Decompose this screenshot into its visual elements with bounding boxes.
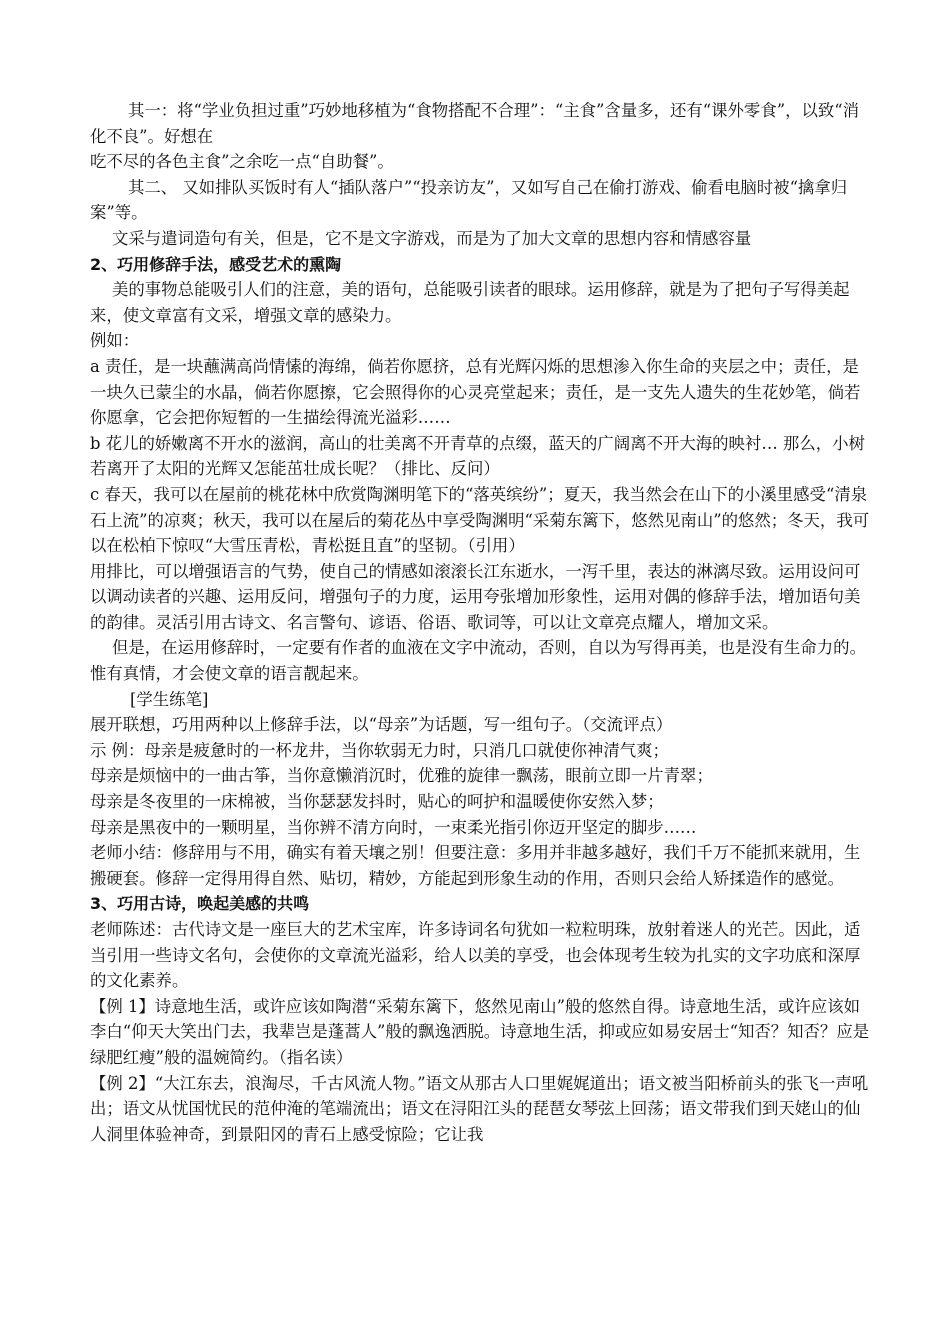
- paragraph-sample-1: 示 例：母亲是疲惫时的一杯龙井，当你软弱无力时，只消几口就使你神清气爽；: [90, 740, 669, 760]
- paragraph-wording-note: 文采与遣词造句有关，但是，它不是文字游戏，而是为了加大文章的思想内容和情感容量: [112, 228, 752, 248]
- paragraph-teacher-summary: 老师小结：修辞用与不用，确实有着天壤之别！但要注意：多用并非越多越好，我们千万不能抓来就用，生搬硬套。修辞一定得用得自然、贴切，精妙，方能起到形象生动的作用，否则只会给人矫揉造作的感觉。: [90, 843, 861, 888]
- paragraph-poetry-example-1: 【例 1】诗意地生活，或许应该如陶潜“采菊东篱下，悠然见南山”般的悠然自得。诗意地生活，或许应该如李白“仰天大笑出门去，我辈岂是蓬蒿人”般的飘逸洒脱。诗意地生活，抑或应如易安居士“知否？知否？应是绿肥红瘦”般的温婉简约。（指名读）: [90, 996, 870, 1067]
- paragraph-example-one-continued: 吃不尽的各色主食”之余吃一点“自助餐”。: [90, 152, 394, 172]
- paragraph-sample-4: 母亲是黑夜中的一颗明星，当你辨不清方向时，一束柔光指引你迈开坚定的脚步……: [90, 817, 697, 837]
- paragraph-example-two: 其二、 又如排队买饭时有人“插队落户”“投亲访友”，又如写自己在偷打游戏、偷看电脑时被“擒拿归案”等。: [90, 177, 848, 223]
- paragraph-example-b: b 花儿的娇嫩离不开水的滋润，高山的壮美离不开青草的点缀，蓝天的广阔离不开大海的映衬… 那么，小树若离开了太阳的光辉又怎能茁壮成长呢？（排比、反问）: [90, 433, 865, 479]
- paragraph-rhetoric-usage: 用排比，可以增强语言的气势，使自己的情感如滚滚长江东逝水，一泻千里，表达的淋漓尽致。运用设问可以调动读者的兴趣、运用反问，增强句子的力度，运用夸张增加形象性，运用对偶的修辞手法，增加语句美的韵律。灵活引用古诗文、名言警句、谚语、俗语、歌词等，可以让文章亮点耀人，增加文采。: [90, 561, 861, 632]
- paragraph-example-c: c 春天，我可以在屋前的桃花林中欣赏陶渊明笔下的“落英缤纷”；夏天，我当然会在山下的小溪里感受“清泉石上流”的凉爽；秋天，我可以在屋后的菊花丛中享受陶渊明“采菊东篱下，悠然见南山”的悠然；冬天，我可以在松柏下惊叹“大雪压青松，青松挺且直”的坚韧。（引用）: [90, 484, 870, 556]
- paragraph-example-one: 其一：将“学业负担过重”巧妙地移植为“食物搭配不合理”：“主食”含量多，还有“课外零食”，以致“消化不良”。好想在: [90, 101, 860, 146]
- paragraph-sample-3: 母亲是冬夜里的一床棉被，当你瑟瑟发抖时，贴心的呵护和温暖使你安然入梦；: [90, 792, 664, 812]
- paragraph-student-practice: [学生练笔]: [130, 689, 209, 709]
- paragraph-rhetoric-intro: 美的事物总能吸引人们的注意，美的语句，总能吸引读者的眼球。运用修辞，就是为了把句子写得美起来，使文章富有文采，增强文章的感染力。: [90, 280, 850, 325]
- document-page: [90, 98, 870, 1147]
- paragraph-rhetoric-caution: 但是，在运用修辞时，一定要有作者的血液在文字中流动，否则，自以为写得再美，也是没有生命力的。惟有真情，才会使文章的语言靓起来。: [90, 638, 866, 684]
- section-heading-poetry: 3、巧用古诗，唤起美感的共鸣: [90, 894, 310, 914]
- section-heading-rhetoric: 2、巧用修辞手法，感受艺术的熏陶: [90, 254, 342, 274]
- paragraph-for-example: 例如：: [90, 331, 140, 351]
- paragraph-example-a: a 责任，是一块蘸满高尚情愫的海绵，倘若你愿挤，总有光辉闪烁的思想渗入你生命的夹层之中；责任，是一块久已蒙尘的水晶，倘若你愿擦，它会照得你的心灵亮堂起来；责任，是一支先人遗失的生花妙笔，倘若你愿拿，它会把你短暂的一生描绘得流光溢彩……: [90, 356, 861, 428]
- paragraph-practice-task: 展开联想，巧用两种以上修辞手法，以“母亲”为话题，写一组句子。（交流评点）: [90, 715, 673, 735]
- paragraph-sample-2: 母亲是烦恼中的一曲古筝，当你意懒消沉时，优雅的旋律一飘荡，眼前立即一片青翠；: [90, 766, 713, 786]
- paragraph-poetry-example-2: 【例 2】“大江东去，浪淘尽，千古风流人物。”语文从那古人口里娓娓道出；语文被当阳桥前头的张飞一声吼出；语文从忧国忧民的范仲淹的笔端流出；语文在浔阳江头的琵琶女琴弦上回荡；语文带我们到天姥山的仙人洞里体验神奇，到景阳冈的青石上感受惊险；它让我: [90, 1073, 869, 1144]
- paragraph-teacher-statement: 老师陈述：古代诗文是一座巨大的艺术宝库，许多诗词名句犹如一粒粒明珠，放射着迷人的光芒。因此，适当引用一些诗文名句，会使你的文章流光溢彩，给人以美的享受，也会体现考生较为扎实的文字功底和深厚的文化素养。: [90, 920, 861, 991]
